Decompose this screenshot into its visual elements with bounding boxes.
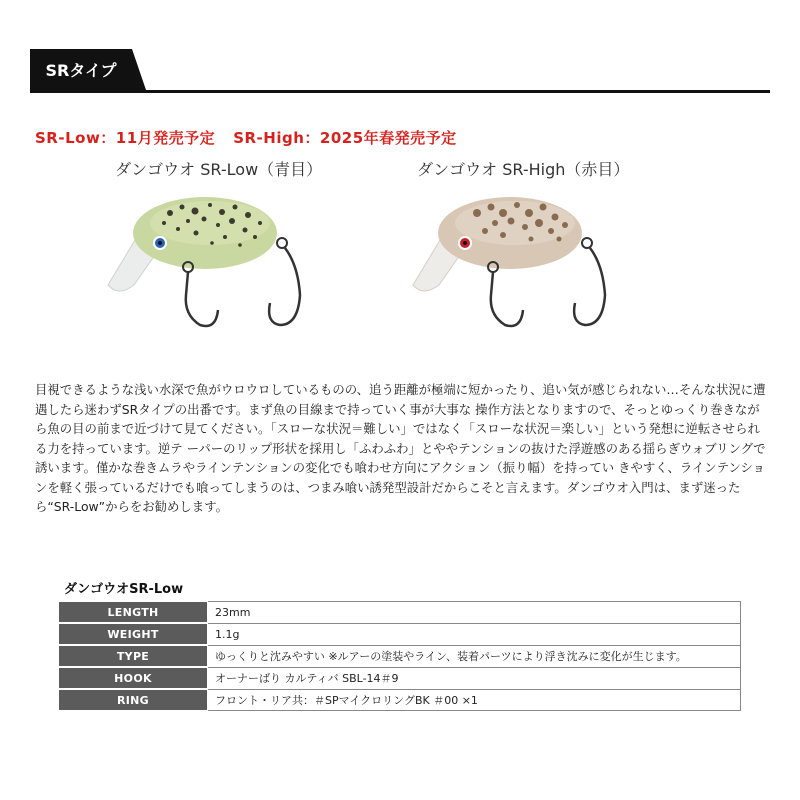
spec-key: HOOK <box>59 667 208 689</box>
lure-image-high <box>405 185 635 345</box>
release-low: SR-Low：11月発売予定 <box>35 129 216 147</box>
spec-key: RING <box>59 689 208 711</box>
description-text: 目視できるような浅い水深で魚がウロウロしているものの、追う距離が極端に短かったり、追い気が感じられない…そんな状況に遭遇したら迷わずSRタイプの出番です。まず魚の目線まで持っていく事が大事な 操作方法となりますので、そっとゆっくり巻きながら魚の目の前まで近づけて見てください。「スローな状況＝難しい」ではなく「スローな状況＝楽しい」という発想に逆転させられる力を持っています。逆テ ーパーのリップ形状を採用し「ふわふわ」とややテンションの抜けた浮遊感のある揺らぎウォブリングで誘います。僅かな巻きムラやラインテンションの変化でも喰わせ方向にアクション（振り幅）を持ってい きやすく、ラインテンションを軽く張っているだけでも喰ってしまうのは、つまみ喰い誘発型設計だからこそと言えます。ダンゴウオ入門は、まず迷ったら“SR-Low”からをお勧めします。 <box>35 382 766 514</box>
spec-row-type <box>59 645 741 667</box>
spec-row-hook <box>59 667 741 689</box>
spec-row-weight <box>59 623 741 645</box>
spec-key: WEIGHT <box>59 623 208 645</box>
variant-title-high: ダンゴウオ SR-High（赤目） <box>417 160 630 179</box>
spec-key: LENGTH <box>59 602 208 624</box>
spec-title: ダンゴウオSR-Low <box>64 582 184 597</box>
variant-title-low: ダンゴウオ SR-Low（青目） <box>115 160 323 179</box>
spec-key: TYPE <box>59 645 208 667</box>
spec-value: フロント・リア共：＃SPマイクロリングBK ＃00 ×1 <box>208 689 741 711</box>
release-high: SR-High：2025年春発売予定 <box>233 129 457 147</box>
section-tab: SRタイプ <box>30 49 132 90</box>
spec-row-length <box>59 602 741 624</box>
lure-image-low <box>100 185 330 345</box>
release-info <box>35 127 457 148</box>
spec-value: 1.1g <box>208 623 741 645</box>
spec-row-ring <box>59 689 741 711</box>
spec-value: ゆっくりと沈みやすい ※ルアーの塗装やライン、装着パーツにより浮き沈みに変化が生じます。 <box>208 645 741 667</box>
spec-value: オーナーばり カルティバ SBL-14＃9 <box>208 667 741 689</box>
section-header <box>30 49 770 93</box>
spec-table <box>58 601 741 711</box>
spec-value: 23mm <box>208 602 741 624</box>
